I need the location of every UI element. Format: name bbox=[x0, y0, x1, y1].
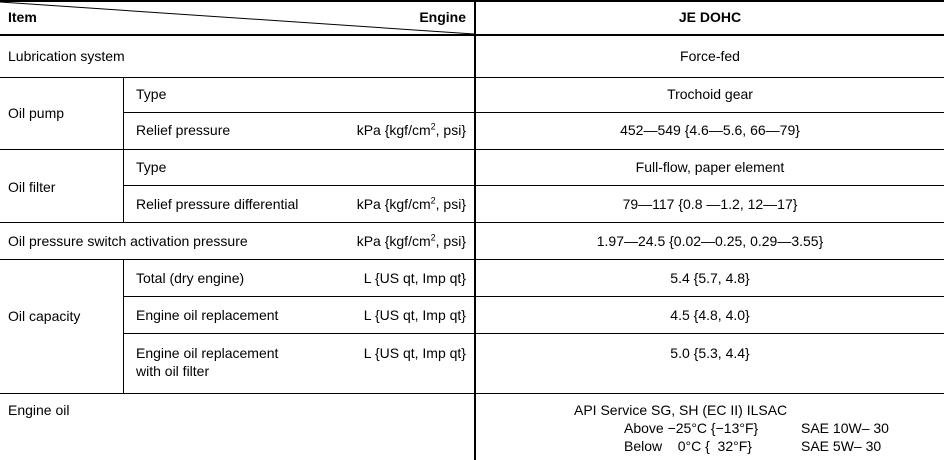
oil-capacity-filter-label-line1: Engine oil replacement bbox=[136, 345, 279, 361]
oil-filter-type-value: Full-flow, paper element bbox=[635, 159, 785, 175]
oil-capacity-total-unit: L {US qt, Imp qt} bbox=[363, 270, 466, 286]
oil-capacity-filter-label-line2: with oil filter bbox=[136, 363, 210, 379]
oil-capacity-total-value: 5.4 {5.7, 4.8} bbox=[670, 270, 750, 286]
oil-capacity-total-label: Total (dry engine) bbox=[136, 270, 245, 286]
oil-pump-relief-label: Relief pressure bbox=[136, 122, 231, 138]
oil-filter-label: Oil filter bbox=[8, 179, 56, 195]
oil-capacity-filter-unit: L {US qt, Imp qt} bbox=[363, 345, 466, 361]
engine-oil-label: Engine oil bbox=[8, 402, 70, 418]
oil-filter-relief-label: Relief pressure differential bbox=[136, 196, 299, 212]
header-item-label: Item bbox=[8, 9, 37, 25]
oil-switch-value: 1.97—24.5 {0.02—0.25, 0.29—3.55} bbox=[596, 233, 824, 249]
oil-capacity-replacement-value: 4.5 {4.8, 4.0} bbox=[670, 307, 750, 323]
oil-pump-relief-value: 452—549 {4.6—5.6, 66—79} bbox=[620, 122, 800, 138]
oil-switch-label: Oil pressure switch activation pressure bbox=[8, 233, 248, 249]
oil-capacity-label: Oil capacity bbox=[8, 308, 81, 324]
oil-capacity-replacement-label: Engine oil replacement bbox=[136, 307, 279, 323]
lubrication-system-value: Force-fed bbox=[680, 48, 740, 64]
oil-pump-type-value: Trochoid gear bbox=[667, 86, 753, 102]
oil-pump-relief-unit: kPa {$kgf/cm^2$, psi} bbox=[356, 121, 466, 138]
header-engine-value: JE DOHC bbox=[678, 9, 742, 25]
oil-filter-relief-unit: kPa {$kgf/cm^2$, psi} bbox=[356, 195, 466, 212]
oil-filter-relief-value: 79—117 {0.8 —1.2, 12—17} bbox=[622, 196, 798, 212]
oil-capacity-replacement-unit: L {US qt, Imp qt} bbox=[363, 307, 466, 323]
engine-oil-above-condition: Above −25°C {−13°F} bbox=[624, 420, 759, 436]
engine-oil-below-grade: SAE 5W– 30 bbox=[801, 438, 882, 454]
oil-switch-unit: kPa {$kgf/cm^2$, psi} bbox=[356, 232, 466, 249]
oil-capacity-filter-value: 5.0 {5.3, 4.4} bbox=[670, 345, 750, 361]
lubrication-system-label: Lubrication system bbox=[8, 48, 125, 64]
engine-oil-service-line: API Service SG, SH (EC II) ILSAC bbox=[574, 402, 788, 418]
oil-pump-type-label: Type bbox=[136, 86, 167, 102]
oil-filter-type-label: Type bbox=[136, 159, 167, 175]
engine-oil-below-condition: Below 0°C { 32°F} bbox=[624, 438, 752, 454]
engine-oil-above-grade: SAE 10W– 30 bbox=[801, 420, 889, 436]
oil-pump-label: Oil pump bbox=[8, 105, 65, 121]
header-engine-label: Engine bbox=[419, 9, 466, 25]
